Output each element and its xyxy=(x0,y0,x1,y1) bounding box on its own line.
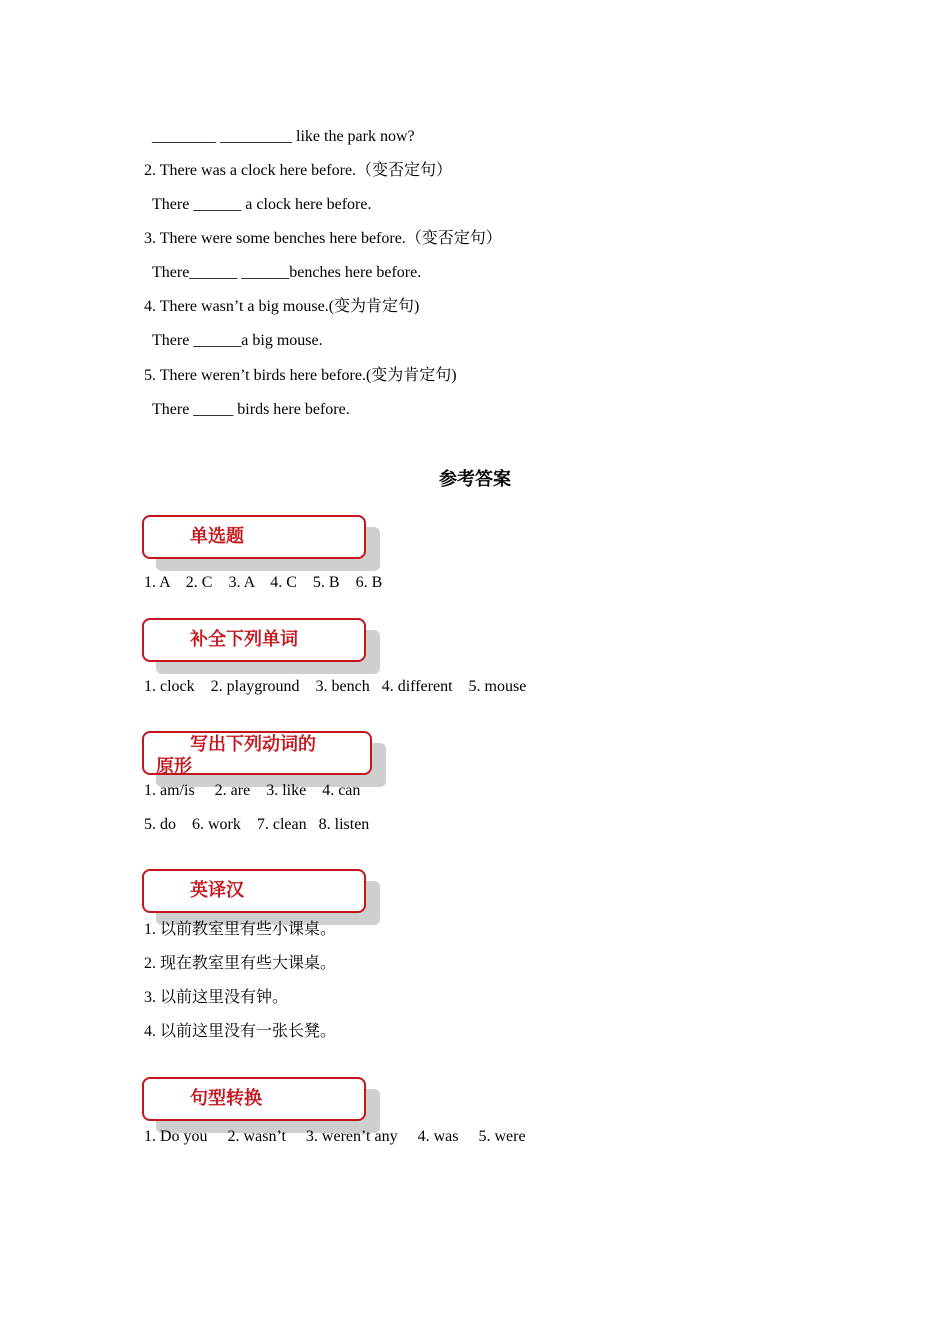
answer-line: 1. 以前教室里有些小课桌。 xyxy=(144,921,337,938)
exercise-line: 4. There wasn’t a big mouse.(变为肯定句) xyxy=(144,298,420,315)
exercise-line: There ______ a clock here before. xyxy=(152,196,372,213)
section-heading: 写出下列动词的原形 xyxy=(156,734,316,776)
section-heading: 英译汉 xyxy=(190,880,244,900)
answer-line: 4. 以前这里没有一张长凳。 xyxy=(144,1023,337,1040)
exercise-line: There ______a big mouse. xyxy=(152,332,323,349)
exercise-line: 3. There were some benches here before.（变否定句） xyxy=(144,230,502,247)
section-heading: 补全下列单词 xyxy=(190,629,298,649)
exercise-line: ________ _________ like the park now? xyxy=(152,128,415,145)
exercise-line: There______ ______benches here before. xyxy=(152,264,422,281)
answer-line: 1. clock 2. playground 3. bench 4. different 5. mouse xyxy=(144,678,527,695)
exercise-line: 5. There weren’t birds here before.(变为肯定句) xyxy=(144,367,457,384)
exercise-line: 2. There was a clock here before.（变否定句） xyxy=(144,162,453,179)
answer-line: 3. 以前这里没有钟。 xyxy=(144,989,289,1006)
exercise-line: There _____ birds here before. xyxy=(152,401,350,418)
answer-line: 1. Do you 2. wasn’t 3. weren’t any 4. was 5. were xyxy=(144,1128,526,1145)
answer-line: 1. am/is 2. are 3. like 4. can xyxy=(144,782,361,799)
answer-line: 5. do 6. work 7. clean 8. listen xyxy=(144,816,370,833)
section-heading: 句型转换 xyxy=(190,1088,262,1108)
answer-key-title: 参考答案 xyxy=(439,469,511,489)
answer-line: 1. A 2. C 3. A 4. C 5. B 6. B xyxy=(144,574,383,591)
section-heading: 单选题 xyxy=(190,526,244,546)
answer-line: 2. 现在教室里有些大课桌。 xyxy=(144,955,337,972)
